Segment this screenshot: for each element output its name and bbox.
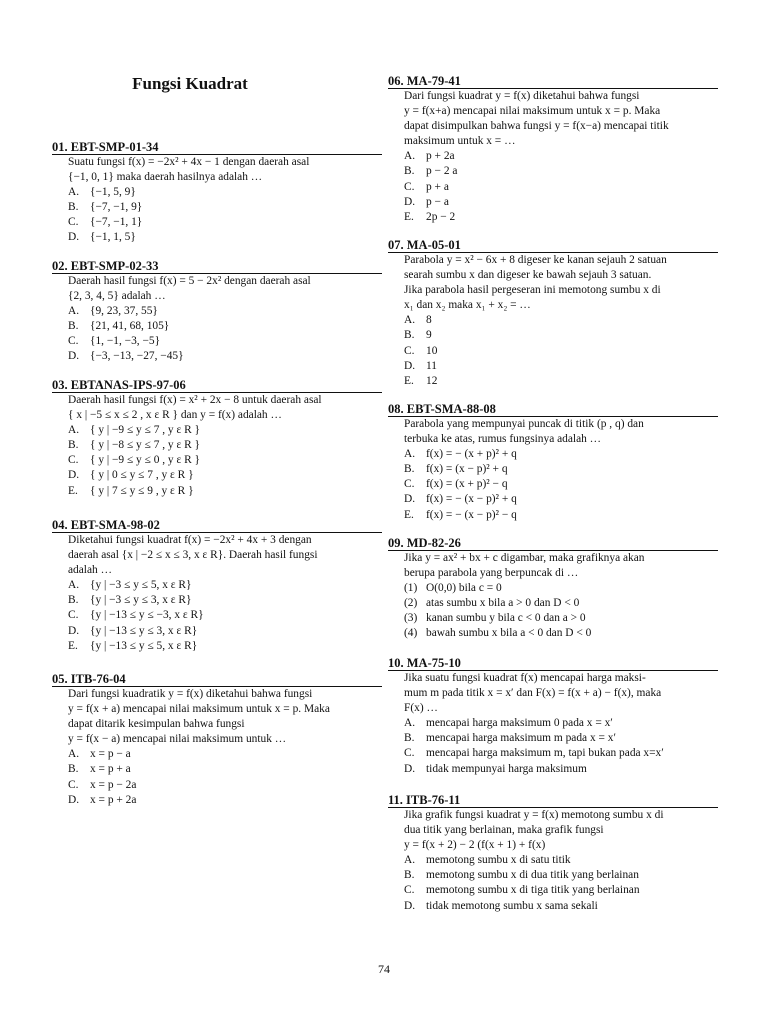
question-text-line: mum m pada titik x = x′ dan F(x) = f(x + a) − f(x), maka (404, 687, 662, 700)
question-4 (52, 518, 382, 654)
question-body (388, 89, 718, 225)
question-text-line: Parabola yang mempunyai puncak di titik (p , q) dan (404, 418, 644, 430)
option-letter: B. (404, 165, 415, 178)
answer-option (404, 210, 718, 225)
option-letter: A. (404, 717, 416, 730)
question-text-line: adalah … (68, 564, 112, 577)
option-text: {−1, 1, 5} (90, 231, 136, 244)
option-letter: D. (404, 493, 416, 506)
question-text-line: daerah asal {x | −2 ≤ x ≤ 3, x ε R}. Daerah hasil fungsi (68, 549, 318, 562)
question-6 (388, 74, 718, 225)
question-2 (52, 259, 382, 365)
answer-option (404, 344, 718, 359)
option-letter: A. (404, 448, 416, 461)
question-code: 10. MA-75-10 (388, 656, 718, 671)
option-letter: A. (404, 314, 416, 327)
answer-option (404, 731, 718, 746)
answer-option (68, 230, 382, 245)
question-text-line: {−1, 0, 1} maka daerah hasilnya adalah … (68, 171, 263, 184)
question-text-line: {2, 3, 4, 5} adalah … (68, 290, 166, 303)
question-code: 11. ITB-76-11 (388, 793, 718, 808)
answer-option (404, 447, 718, 462)
option-letter: A. (68, 186, 80, 199)
answer-option (68, 484, 382, 499)
question-code: 01. EBT-SMP-01-34 (52, 140, 382, 155)
answer-option (404, 868, 718, 883)
option-letter: E. (68, 484, 78, 497)
answer-option (68, 349, 382, 364)
option-letter: D. (68, 231, 80, 244)
question-text-line: Jika suatu fungsi kuadrat f(x) mencapai harga maksi- (404, 672, 646, 684)
question-text-line: Diketahui fungsi kuadrat f(x) = −2x² + 4x + 3 dengan (68, 534, 312, 546)
option-text: {−7, −1, 9} (90, 201, 143, 214)
option-letter: D. (404, 899, 416, 912)
option-text: p + a (426, 180, 449, 193)
page-title: Fungsi Kuadrat (132, 74, 248, 93)
option-text: f(x) = − (x − p)² + q (426, 493, 517, 506)
option-letter: A. (68, 579, 80, 592)
question-body (52, 274, 382, 365)
answer-option (404, 762, 718, 777)
question-text-line: Jika grafik fungsi kuadrat y = f(x) memotong sumbu x di (404, 809, 664, 821)
answer-option (404, 374, 718, 389)
option-text: memotong sumbu x di satu titik (426, 854, 571, 867)
option-text: {y | −13 ≤ y ≤ 3, x ε R} (90, 624, 198, 637)
question-5 (52, 672, 382, 808)
question-text-line: Jika y = ax² + bx + c digambar, maka grafiknya akan (404, 552, 645, 564)
question-text-line: dapat disimpulkan bahwa fungsi y = f(x−a) mencapai titik (404, 120, 669, 133)
question-text-line: Daerah hasil fungsi f(x) = x² + 2x − 8 untuk daerah asal (68, 394, 322, 406)
answer-option (68, 778, 382, 793)
page-number: 74 (378, 962, 390, 976)
answer-option (68, 453, 382, 468)
question-text-line: Dari fungsi kuadratik y = f(x) diketahui bahwa fungsi (68, 688, 313, 700)
option-letter: D. (68, 469, 80, 482)
answer-option (404, 492, 718, 507)
option-text: { y | 0 ≤ y ≤ 7 , y ε R } (90, 469, 194, 482)
answer-option (404, 508, 718, 523)
option-text: mencapai harga maksimum 0 pada x = x′ (426, 717, 613, 730)
option-letter: B. (404, 329, 415, 342)
question-7 (388, 238, 718, 389)
option-text: {1, −1, −3, −5} (90, 335, 161, 348)
option-letter: C. (404, 344, 415, 357)
option-text: 8 (426, 314, 432, 327)
question-text-line: F(x) … (404, 702, 438, 715)
question-text-line: Parabola y = x² − 6x + 8 digeser ke kanan sejauh 2 satuan (404, 254, 667, 266)
answer-option (68, 624, 382, 639)
option-letter: C. (404, 478, 415, 491)
option-letter: B. (404, 463, 415, 476)
option-letter: E. (404, 374, 414, 387)
question-body (388, 808, 718, 914)
question-text-line: Jika parabola hasil pergeseran ini memotong sumbu x di (404, 284, 661, 297)
answer-option (68, 593, 382, 608)
answer-option (404, 611, 718, 626)
option-text: {y | −3 ≤ y ≤ 5, x ε R} (90, 579, 192, 592)
question-text-line: y = f(x + 2) − 2 (f(x + 1) + f(x) (404, 839, 546, 852)
question-text-line: Dari fungsi kuadrat y = f(x) diketahui bahwa fungsi (404, 90, 640, 102)
answer-option (404, 899, 718, 914)
answer-option (68, 423, 382, 438)
question-1 (52, 140, 382, 246)
option-letter: C. (404, 884, 415, 897)
option-letter: D. (68, 624, 80, 637)
option-text: tidak memotong sumbu x sama sekali (426, 899, 598, 912)
option-letter: D. (404, 762, 416, 775)
answer-option (68, 185, 382, 200)
question-text-line: { x | −5 ≤ x ≤ 2 , x ε R } dan y = f(x) adalah … (68, 409, 282, 422)
option-text: f(x) = (x + p)² − q (426, 478, 508, 491)
option-text: 10 (426, 344, 438, 357)
option-text: 12 (426, 374, 438, 387)
option-text: {y | −13 ≤ y ≤ −3, x ε R} (90, 609, 204, 622)
answer-option (68, 747, 382, 762)
option-text: mencapai harga maksimum m pada x = x′ (426, 732, 616, 745)
option-text: {y | −3 ≤ y ≤ 3, x ε R} (90, 594, 192, 607)
option-letter: B. (68, 201, 79, 214)
question-text-line: dua titik yang berlainan, maka grafik fungsi (404, 824, 604, 837)
answer-option (404, 853, 718, 868)
question-code: 02. EBT-SMP-02-33 (52, 259, 382, 274)
option-letter: B. (68, 763, 79, 776)
answer-option (68, 762, 382, 777)
answer-option (404, 328, 718, 343)
answer-option (404, 313, 718, 328)
option-letter: (1) (404, 582, 418, 595)
option-letter: C. (404, 747, 415, 760)
question-body (52, 155, 382, 246)
question-text-line: maksimum untuk x = … (404, 135, 516, 148)
question-code: 05. ITB-76-04 (52, 672, 382, 687)
question-text-line: berupa parabola yang berpuncak di … (404, 567, 579, 580)
question-body (52, 533, 382, 654)
option-letter: A. (68, 424, 80, 437)
question-text-line: y = f(x + a) mencapai nilai maksimum untuk x = p. Maka (68, 703, 330, 716)
option-letter: D. (68, 350, 80, 363)
option-text: memotong sumbu x di dua titik yang berlainan (426, 869, 639, 882)
answer-option (404, 164, 718, 179)
question-3 (52, 378, 382, 499)
option-text: f(x) = − (x + p)² + q (426, 448, 517, 461)
question-body (52, 393, 382, 499)
option-letter: E. (68, 639, 78, 652)
question-text-line: dapat ditarik kesimpulan bahwa fungsi (68, 718, 245, 731)
option-text: atas sumbu x bila a > 0 dan D < 0 (426, 597, 580, 610)
option-text: f(x) = (x − p)² + q (426, 463, 508, 476)
option-text: { y | −8 ≤ y ≤ 7 , y ε R } (90, 439, 201, 452)
option-letter: B. (404, 869, 415, 882)
question-9 (388, 536, 718, 642)
option-letter: C. (68, 778, 79, 791)
option-text: { y | −9 ≤ y ≤ 7 , y ε R } (90, 424, 201, 437)
answer-option (68, 608, 382, 623)
answer-option (404, 195, 718, 210)
option-text: p + 2a (426, 150, 455, 163)
question-10 (388, 656, 718, 777)
option-text: {9, 23, 37, 55} (90, 305, 158, 318)
answer-option (404, 626, 718, 641)
option-text: {−7, −1, 1} (90, 216, 143, 229)
option-letter: (3) (404, 612, 418, 625)
question-11 (388, 793, 718, 914)
option-letter: A. (68, 305, 80, 318)
question-body (388, 417, 718, 523)
question-8 (388, 402, 718, 523)
option-letter: D. (404, 359, 416, 372)
answer-option (68, 334, 382, 349)
option-letter: B. (68, 320, 79, 333)
answer-option (68, 793, 382, 808)
option-text: {y | −13 ≤ y ≤ 5, x ε R} (90, 639, 198, 652)
answer-option (68, 639, 382, 654)
option-letter: C. (68, 216, 79, 229)
option-text: bawah sumbu x bila a < 0 dan D < 0 (426, 627, 592, 640)
option-text: tidak mempunyai harga maksimum (426, 762, 587, 775)
question-code: 08. EBT-SMA-88-08 (388, 402, 718, 417)
answer-option (404, 477, 718, 492)
option-letter: D. (68, 793, 80, 806)
question-body (52, 687, 382, 808)
answer-option (68, 304, 382, 319)
answer-option (404, 149, 718, 164)
answer-option (68, 438, 382, 453)
answer-option (404, 596, 718, 611)
option-text: x = p − a (90, 748, 131, 761)
option-text: 2p − 2 (426, 210, 456, 223)
option-text: O(0,0) bila c = 0 (426, 582, 502, 595)
question-text-line: y = f(x+a) mencapai nilai maksimum untuk x = p. Maka (404, 105, 661, 118)
answer-option (68, 200, 382, 215)
option-letter: A. (68, 748, 80, 761)
question-body (388, 253, 718, 389)
option-letter: C. (68, 454, 79, 467)
question-text-line: Daerah hasil fungsi f(x) = 5 − 2x² dengan daerah asal (68, 275, 311, 287)
question-body (388, 671, 718, 777)
answer-option (68, 319, 382, 334)
option-letter: C. (68, 609, 79, 622)
question-text-line: searah sumbu x dan digeser ke bawah sejauh 3 satuan. (404, 269, 652, 282)
question-code: 09. MD-82-26 (388, 536, 718, 551)
question-text-line: terbuka ke atas, rumus fungsinya adalah … (404, 433, 602, 446)
question-text-line: x₁ dan x₂ maka x₁ + x₂ = … (404, 299, 531, 312)
answer-option (404, 716, 718, 731)
question-code: 06. MA-79-41 (388, 74, 718, 89)
answer-option (404, 746, 718, 761)
option-text: memotong sumbu x di tiga titik yang berlainan (426, 884, 640, 897)
question-code: 07. MA-05-01 (388, 238, 718, 253)
option-text: {−1, 5, 9} (90, 186, 136, 199)
option-text: x = p − 2a (90, 778, 137, 791)
option-text: f(x) = − (x − p)² − q (426, 508, 517, 521)
option-letter: C. (68, 335, 79, 348)
answer-option (404, 883, 718, 898)
option-letter: E. (404, 508, 414, 521)
answer-option (68, 578, 382, 593)
option-letter: D. (404, 195, 416, 208)
option-text: {−3, −13, −27, −45} (90, 350, 184, 363)
option-text: p − 2 a (426, 165, 458, 178)
option-text: 11 (426, 359, 437, 372)
option-letter: B. (68, 439, 79, 452)
answer-option (404, 180, 718, 195)
option-text: kanan sumbu y bila c < 0 dan a > 0 (426, 612, 586, 625)
option-text: { y | 7 ≤ y ≤ 9 , y ε R } (90, 484, 194, 497)
option-text: p − a (426, 195, 449, 208)
answer-option (404, 581, 718, 596)
question-text-line: Suatu fungsi f(x) = −2x² + 4x − 1 dengan daerah asal (68, 156, 310, 168)
option-letter: C. (404, 180, 415, 193)
option-letter: A. (404, 854, 416, 867)
option-text: 9 (426, 329, 432, 342)
question-code: 03. EBTANAS-IPS-97-06 (52, 378, 382, 393)
answer-option (68, 215, 382, 230)
answer-option (404, 462, 718, 477)
option-letter: B. (404, 732, 415, 745)
option-text: {21, 41, 68, 105} (90, 320, 170, 333)
answer-option (68, 468, 382, 483)
option-text: mencapai harga maksimum m, tapi bukan pada x=x′ (426, 747, 664, 760)
option-text: x = p + 2a (90, 793, 137, 806)
option-letter: (2) (404, 597, 418, 610)
option-text: { y | −9 ≤ y ≤ 0 , y ε R } (90, 454, 201, 467)
option-letter: (4) (404, 627, 418, 640)
answer-option (404, 359, 718, 374)
option-letter: E. (404, 210, 414, 223)
question-body (388, 551, 718, 642)
option-text: x = p + a (90, 763, 131, 776)
question-code: 04. EBT-SMA-98-02 (52, 518, 382, 533)
option-letter: B. (68, 594, 79, 607)
option-letter: A. (404, 150, 416, 163)
question-text-line: y = f(x − a) mencapai nilai maksimum untuk … (68, 733, 287, 746)
